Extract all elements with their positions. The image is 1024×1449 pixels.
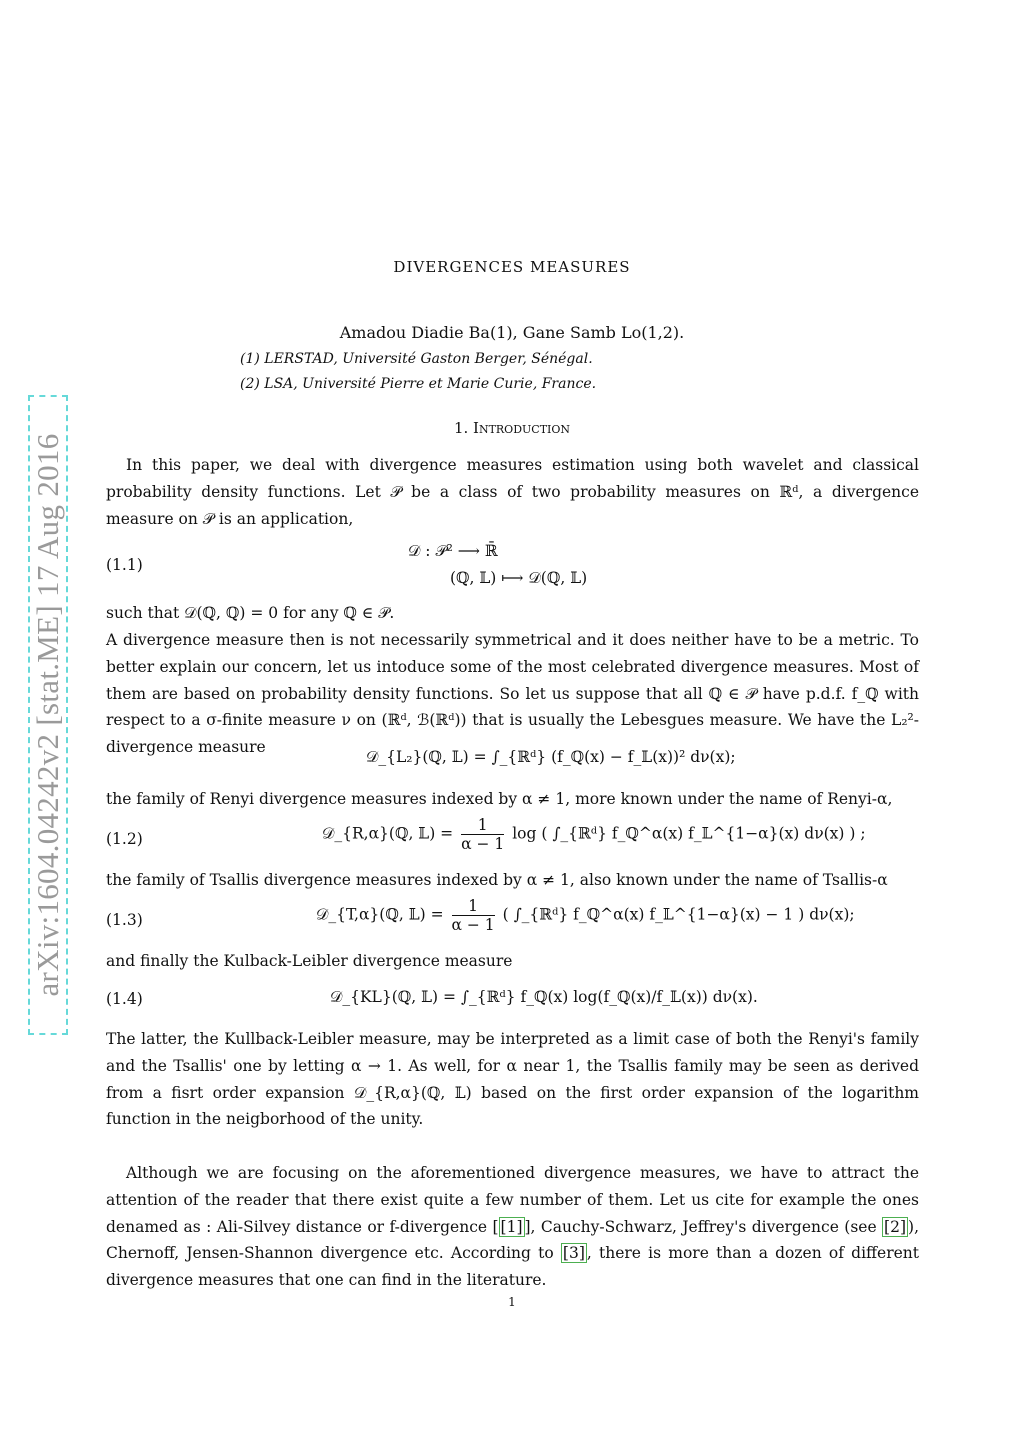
fraction-denominator: α − 1 xyxy=(451,916,495,934)
text-segment: , there is more than a dozen of different divergence measures that one can find in the literature. xyxy=(106,1244,920,1290)
paper-title: DIVERGENCES MEASURES xyxy=(393,258,631,276)
authors-line: Amadou Diadie Ba(1), Gane Samb Lo(1,2). xyxy=(339,323,685,342)
citation-link-3[interactable]: [3] xyxy=(562,1244,585,1263)
text-segment: ), Chernoff, Jensen-Shannon divergence etc. According to xyxy=(106,1217,919,1263)
fraction xyxy=(461,816,504,853)
arxiv-side-stamp xyxy=(28,395,68,1035)
equation-1-2-rhs: log ( ∫_{ℝᵈ} f_ℚ^α(x) f_𝕃^{1−α}(x) dν(x) ) ; xyxy=(512,824,866,843)
equation-1-2 xyxy=(322,816,866,853)
affiliation-1: (1) LERSTAD, Université Gaston Berger, Sénégal. xyxy=(240,351,593,367)
text-segment: ], Cauchy-Schwarz, Jeffrey's divergence (see xyxy=(524,1217,883,1236)
paragraph-tsallis: the family of Tsallis divergence measures indexed by α ≠ 1, also known under the name of Tsallis-α xyxy=(106,871,888,889)
equation-1-1-line-2: (ℚ, 𝕃) ⟼ 𝒟(ℚ, 𝕃) xyxy=(450,569,588,587)
fraction-numerator: 1 xyxy=(461,816,504,835)
paragraph-kl-intro: and finally the Kulback-Leibler divergence measure xyxy=(106,952,513,970)
equation-1-4: 𝒟_{KL}(ℚ, 𝕃) = ∫_{ℝᵈ} f_ℚ(x) log(f_ℚ(x)/f_𝕃(x)) dν(x). xyxy=(330,988,758,1006)
affiliation-2: (2) LSA, Université Pierre et Marie Curie, France. xyxy=(240,376,597,392)
text-segment: Although we are focusing on the aforementioned divergence measures, we have to attract the attention of the reader that there exist quite a few number of them. Let us cite for example the ones denamed as : Ali-Silvey distance or f-divergence [ xyxy=(106,1164,919,1236)
equation-1-3-lhs: 𝒟_{T,α}(ℚ, 𝕃) = xyxy=(316,905,444,924)
paragraph-renyi: the family of Renyi divergence measures indexed by α ≠ 1, more known under the name of Renyi-α, xyxy=(106,790,893,808)
paragraph-other-divergences xyxy=(106,1160,919,1294)
page-number: 1 xyxy=(508,1295,516,1309)
equation-1-1-line-1: 𝒟 : 𝒫² ⟶ ℝ̄ xyxy=(408,542,498,560)
fraction-denominator: α − 1 xyxy=(461,835,505,853)
fraction xyxy=(452,897,495,934)
section-heading: 1. Introduction xyxy=(453,419,571,437)
equation-1-2-lhs: 𝒟_{R,α}(ℚ, 𝕃) = xyxy=(322,824,454,843)
equation-l2: 𝒟_{L₂}(ℚ, 𝕃) = ∫_{ℝᵈ} (f_ℚ(x) − f_𝕃(x))² dν(x); xyxy=(366,748,736,766)
fraction-numerator: 1 xyxy=(452,897,495,916)
arxiv-identifier: arXiv:1604.04242v2 [stat.ME] 17 Aug 2016 xyxy=(30,433,65,997)
paragraph-intro: In this paper, we deal with divergence measures estimation using both wavelet and classical probability density functions. Let 𝒫 be a class of two probability measures on ℝᵈ, a divergence measure on 𝒫 is an application, xyxy=(106,456,919,528)
equation-number: (1.1) xyxy=(106,556,143,574)
equation-1-3-rhs: ( ∫_{ℝᵈ} f_ℚ^α(x) f_𝕃^{1−α}(x) − 1 ) dν(x); xyxy=(502,905,855,924)
citation-link-2[interactable]: [2] xyxy=(884,1217,907,1236)
equation-number: (1.3) xyxy=(106,911,143,929)
citation-link-1[interactable]: [1] xyxy=(500,1217,523,1236)
paragraph-kl-limit: The latter, the Kullback-Leibler measure, may be interpreted as a limit case of both the Renyi's family and the Tsallis' one by letting α → 1. As well, for α near 1, the Tsallis family may be seen as derived from a fisrt order expansion 𝒟_{R,α}(ℚ, 𝕃) based on the first order expansion of the logarithm function in the neigborhood of the unity. xyxy=(106,1030,919,1129)
equation-1-3 xyxy=(316,897,855,934)
paragraph-divergence-intro: A divergence measure then is not necessarily symmetrical and it does neither have to be a metric. To better explain our concern, let us intoduce some of the most celebrated divergence measures. Most of them are based on probability density functions. So let us suppose that all ℚ ∈ 𝒫 have p.d.f. f_ℚ with respect to a σ-finite measure ν on (ℝᵈ, ℬ(ℝᵈ)) that is usually the Lebesgues measure. We have the L₂²-divergence measure xyxy=(106,631,919,757)
equation-number: (1.4) xyxy=(106,990,143,1008)
paragraph-condition: such that 𝒟(ℚ, ℚ) = 0 for any ℚ ∈ 𝒫. xyxy=(106,604,395,622)
equation-number: (1.2) xyxy=(106,830,143,848)
